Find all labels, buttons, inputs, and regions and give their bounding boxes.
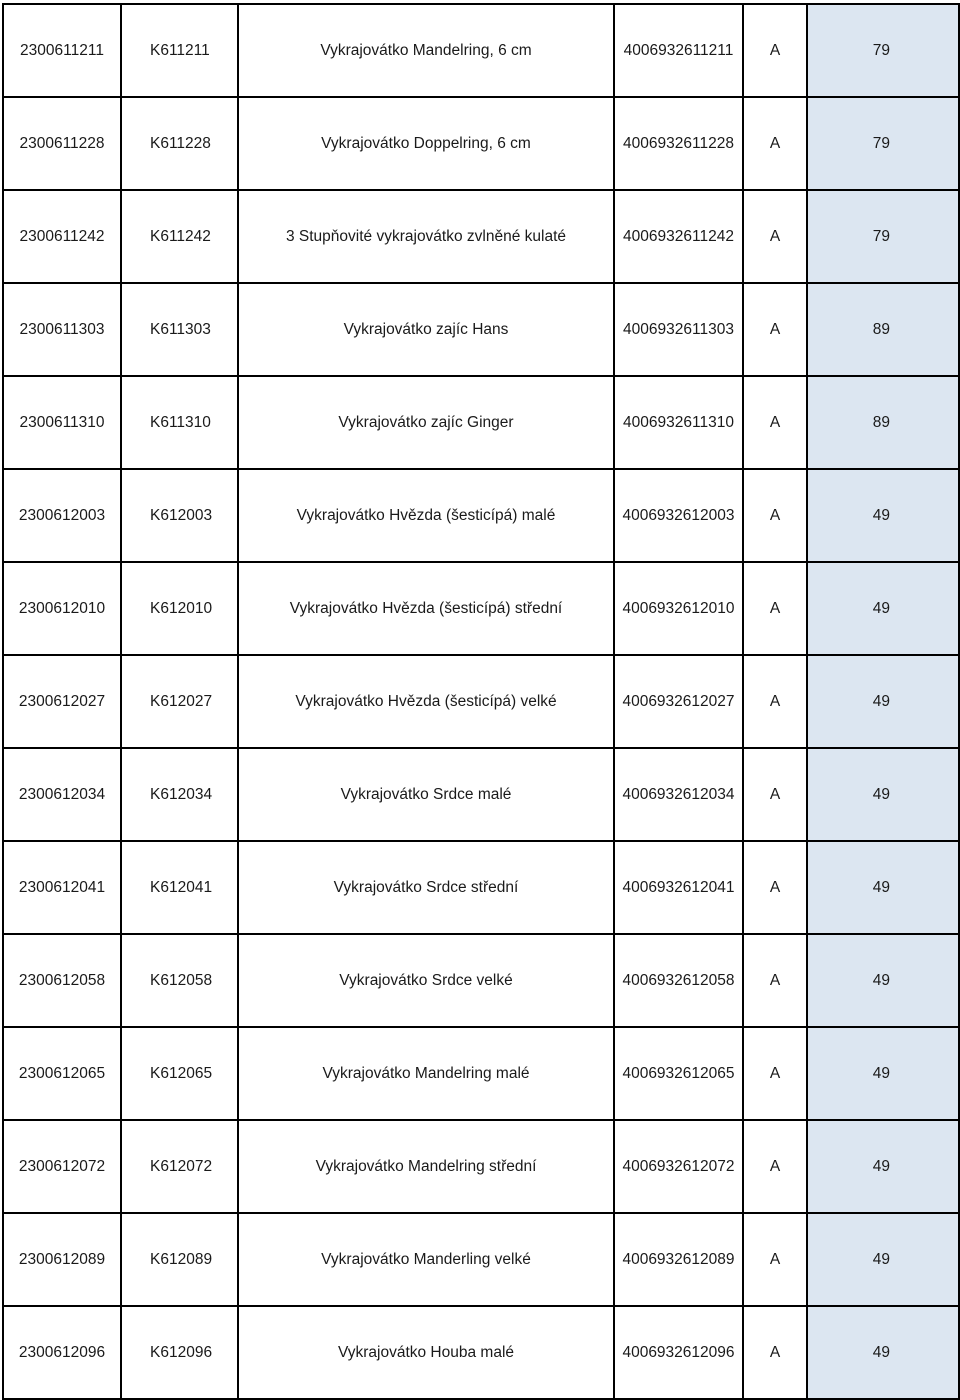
product-code-cell: 2300612041: [3, 841, 121, 934]
article-number-cell: K612089: [121, 1213, 238, 1306]
price-cell: 49: [807, 562, 959, 655]
price-cell: 49: [807, 841, 959, 934]
table-row: [3, 841, 959, 934]
price-cell: 49: [807, 934, 959, 1027]
table-row: [3, 655, 959, 748]
article-number-cell: K612065: [121, 1027, 238, 1120]
product-code-cell: 2300611310: [3, 376, 121, 469]
ean-cell: 4006932612034: [614, 748, 743, 841]
product-name-cell: Vykrajovátko Mandelring, 6 cm: [238, 4, 614, 97]
price-cell: 49: [807, 748, 959, 841]
product-name-cell: Vykrajovátko zajíc Ginger: [238, 376, 614, 469]
product-name-cell: Vykrajovátko Srdce střední: [238, 841, 614, 934]
article-number-cell: K611211: [121, 4, 238, 97]
table-row: [3, 748, 959, 841]
price-cell: 49: [807, 655, 959, 748]
table-row: [3, 934, 959, 1027]
product-name-cell: Vykrajovátko Hvězda (šesticípá) střední: [238, 562, 614, 655]
ean-cell: 4006932612065: [614, 1027, 743, 1120]
product-code-cell: 2300612089: [3, 1213, 121, 1306]
category-cell: A: [743, 748, 807, 841]
table-row: [3, 1120, 959, 1213]
category-cell: A: [743, 655, 807, 748]
product-name-cell: Vykrajovátko zajíc Hans: [238, 283, 614, 376]
ean-cell: 4006932612058: [614, 934, 743, 1027]
ean-cell: 4006932612003: [614, 469, 743, 562]
product-name-cell: Vykrajovátko Srdce malé: [238, 748, 614, 841]
price-cell: 49: [807, 1306, 959, 1399]
price-cell: 49: [807, 1120, 959, 1213]
article-number-cell: K611310: [121, 376, 238, 469]
category-cell: A: [743, 934, 807, 1027]
product-code-cell: 2300612010: [3, 562, 121, 655]
category-cell: A: [743, 1306, 807, 1399]
product-code-cell: 2300611228: [3, 97, 121, 190]
category-cell: A: [743, 97, 807, 190]
ean-cell: 4006932612041: [614, 841, 743, 934]
price-cell: 49: [807, 469, 959, 562]
product-table: [2, 3, 960, 1400]
category-cell: A: [743, 4, 807, 97]
ean-cell: 4006932611303: [614, 283, 743, 376]
article-number-cell: K611303: [121, 283, 238, 376]
product-code-cell: 2300611242: [3, 190, 121, 283]
price-cell: 49: [807, 1027, 959, 1120]
ean-cell: 4006932612027: [614, 655, 743, 748]
table-row: [3, 1213, 959, 1306]
article-number-cell: K612034: [121, 748, 238, 841]
product-code-cell: 2300612027: [3, 655, 121, 748]
product-name-cell: Vykrajovátko Srdce velké: [238, 934, 614, 1027]
ean-cell: 4006932612072: [614, 1120, 743, 1213]
product-code-cell: 2300612065: [3, 1027, 121, 1120]
product-name-cell: Vykrajovátko Hvězda (šesticípá) velké: [238, 655, 614, 748]
table-row: [3, 469, 959, 562]
product-code-cell: 2300611211: [3, 4, 121, 97]
table-row: [3, 283, 959, 376]
product-name-cell: Vykrajovátko Mandelring malé: [238, 1027, 614, 1120]
category-cell: A: [743, 376, 807, 469]
table-row: [3, 1306, 959, 1399]
article-number-cell: K612010: [121, 562, 238, 655]
product-name-cell: Vykrajovátko Manderling velké: [238, 1213, 614, 1306]
article-number-cell: K611242: [121, 190, 238, 283]
ean-cell: 4006932611310: [614, 376, 743, 469]
ean-cell: 4006932612010: [614, 562, 743, 655]
product-name-cell: 3 Stupňovité vykrajovátko zvlněné kulaté: [238, 190, 614, 283]
price-cell: 89: [807, 283, 959, 376]
table-body: [3, 4, 959, 1399]
product-code-cell: 2300612034: [3, 748, 121, 841]
article-number-cell: K612003: [121, 469, 238, 562]
product-code-cell: 2300612058: [3, 934, 121, 1027]
category-cell: A: [743, 283, 807, 376]
product-code-cell: 2300611303: [3, 283, 121, 376]
product-code-cell: 2300612072: [3, 1120, 121, 1213]
category-cell: A: [743, 469, 807, 562]
product-name-cell: Vykrajovátko Doppelring, 6 cm: [238, 97, 614, 190]
ean-cell: 4006932611228: [614, 97, 743, 190]
category-cell: A: [743, 190, 807, 283]
article-number-cell: K611228: [121, 97, 238, 190]
category-cell: A: [743, 1027, 807, 1120]
category-cell: A: [743, 841, 807, 934]
product-name-cell: Vykrajovátko Hvězda (šesticípá) malé: [238, 469, 614, 562]
article-number-cell: K612072: [121, 1120, 238, 1213]
table-row: [3, 4, 959, 97]
article-number-cell: K612041: [121, 841, 238, 934]
product-code-cell: 2300612003: [3, 469, 121, 562]
ean-cell: 4006932612096: [614, 1306, 743, 1399]
category-cell: A: [743, 1120, 807, 1213]
price-cell: 89: [807, 376, 959, 469]
article-number-cell: K612058: [121, 934, 238, 1027]
category-cell: A: [743, 1213, 807, 1306]
ean-cell: 4006932611211: [614, 4, 743, 97]
table-row: [3, 190, 959, 283]
ean-cell: 4006932611242: [614, 190, 743, 283]
price-cell: 79: [807, 4, 959, 97]
table-row: [3, 376, 959, 469]
table-row: [3, 562, 959, 655]
product-name-cell: Vykrajovátko Mandelring střední: [238, 1120, 614, 1213]
price-cell: 79: [807, 190, 959, 283]
price-cell: 49: [807, 1213, 959, 1306]
table-row: [3, 1027, 959, 1120]
article-number-cell: K612096: [121, 1306, 238, 1399]
product-code-cell: 2300612096: [3, 1306, 121, 1399]
ean-cell: 4006932612089: [614, 1213, 743, 1306]
category-cell: A: [743, 562, 807, 655]
article-number-cell: K612027: [121, 655, 238, 748]
table-row: [3, 97, 959, 190]
product-name-cell: Vykrajovátko Houba malé: [238, 1306, 614, 1399]
price-cell: 79: [807, 97, 959, 190]
